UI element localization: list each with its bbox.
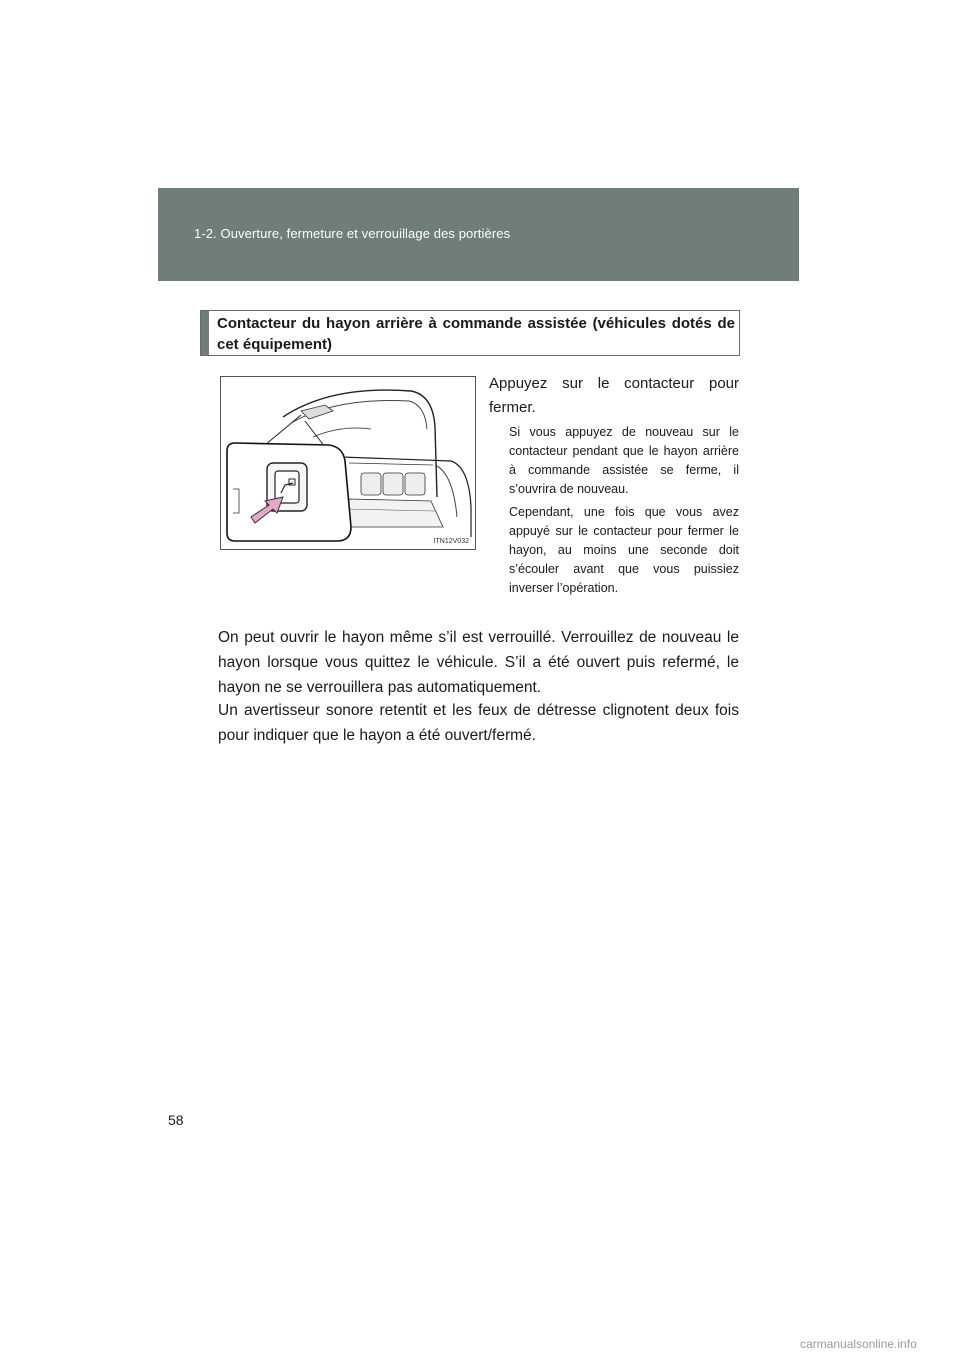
figure-code: ITN12V032 xyxy=(433,538,469,545)
section-accent-bar xyxy=(201,311,209,355)
page-number: 58 xyxy=(168,1112,184,1128)
section-title: Contacteur du hayon arrière à commande assistée (véhicules dotés de cet équipement) xyxy=(217,315,735,353)
chapter-title: 1-2. Ouverture, fermeture et verrouillage des portières xyxy=(194,226,511,241)
section-heading xyxy=(200,310,740,356)
chapter-header xyxy=(158,188,799,281)
body-paragraph-2: Un avertisseur sonore retentit et les feux de détresse clignotent deux fois pour indiquer que le hayon a été ouvert/fermé. xyxy=(218,702,739,744)
instruction-note-1: Si vous appuyez de nouveau sur le contacteur pendant que le hayon arrière à commande assistée se ferme, il s’ouvrira de nouveau. xyxy=(509,425,739,496)
instruction-note-2: Cependant, une fois que vous avez appuyé sur le contacteur pour fermer le hayon, au moins une seconde doit s’écouler avant que vous puissiez inverser l’opération. xyxy=(509,505,739,595)
tailgate-switch-illustration xyxy=(220,376,476,550)
instruction-lead: Appuyez sur le contacteur pour fermer. xyxy=(489,375,739,416)
body-paragraph-1: On peut ouvrir le hayon même s’il est verrouillé. Verrouillez de nouveau le hayon lorsque vous quittez le véhicule. S’il a été ouvert puis refermé, le hayon ne se verrouillera pas automatiquement. xyxy=(218,629,739,696)
car-rear-drawing xyxy=(221,377,476,550)
watermark: carmanualsonline.info xyxy=(800,1337,917,1351)
